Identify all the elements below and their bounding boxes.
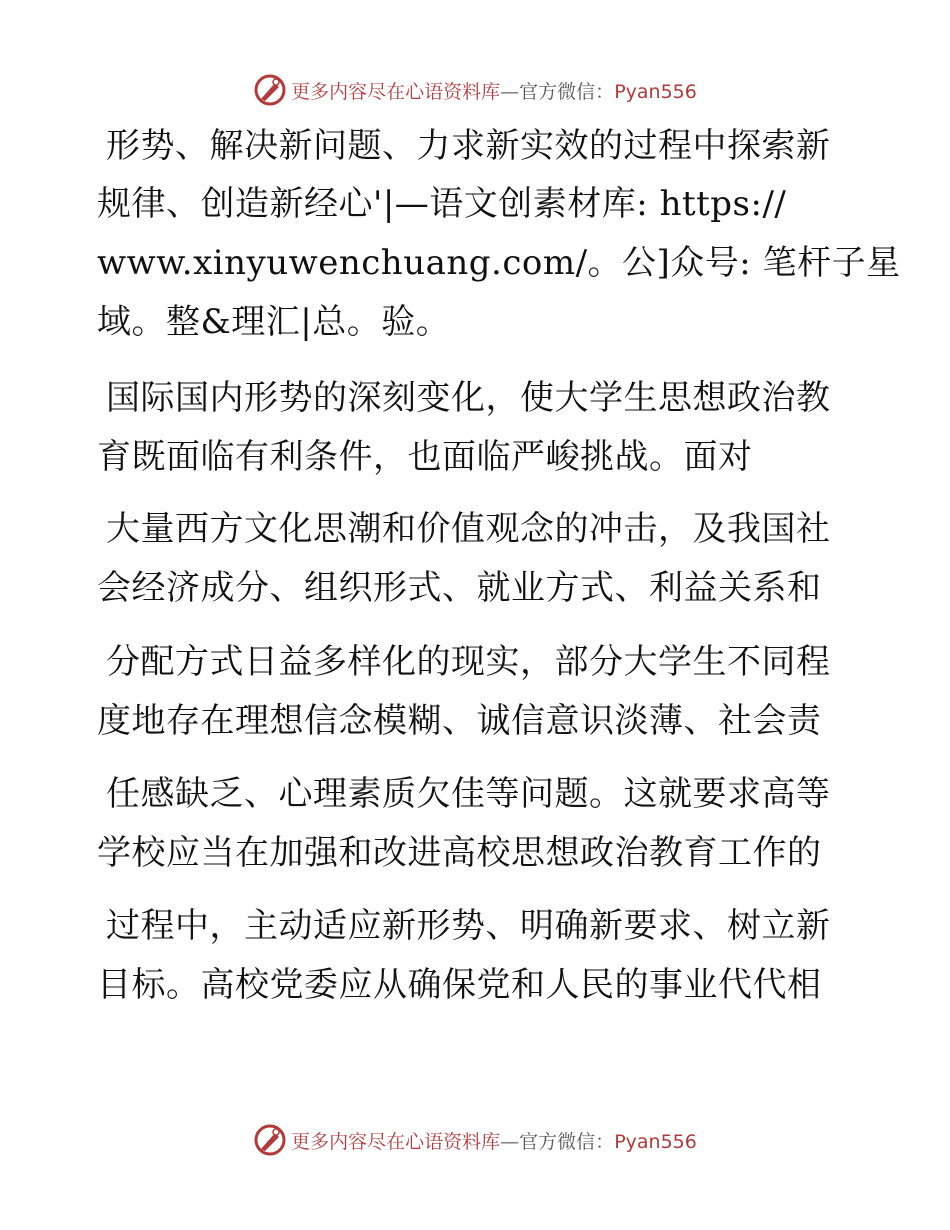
body-line: 域。整&理汇|总。验。: [97, 302, 451, 342]
body-line: 形势、解决新问题、力求新实效的过程中探索新: [106, 126, 831, 166]
body-line: 度地存在理想信念模糊、诚信意识淡薄、社会责: [97, 701, 822, 741]
watermark-dash: —: [500, 80, 520, 103]
pen-logo-icon: [253, 73, 287, 107]
watermark-text: [291, 1127, 697, 1154]
body-line: 会经济成分、组织形式、就业方式、利益关系和: [97, 568, 822, 608]
watermark-text: [291, 77, 697, 104]
body-line: 分配方式日益多样化的现实，部分大学生不同程: [106, 642, 831, 682]
watermark-footer: [0, 1120, 950, 1160]
watermark-label: 官方微信：: [519, 1130, 615, 1153]
body-line: 任感缺乏、心理素质欠佳等问题。这就要求高等: [106, 774, 831, 814]
body-line: 国际国内形势的深刻变化，使大学生思想政治教: [106, 378, 831, 418]
body-line: 大量西方文化思潮和价值观念的冲击，及我国社: [106, 509, 831, 549]
watermark-header: [0, 70, 950, 110]
watermark-main: 更多内容尽在心语资料库: [291, 80, 501, 103]
watermark-id: Pyan556: [614, 1130, 697, 1153]
watermark-label: 官方微信：: [519, 80, 615, 103]
pen-logo-icon: [253, 1123, 287, 1157]
watermark-dash: —: [500, 1130, 520, 1153]
body-line: 过程中，主动适应新形势、明确新要求、树立新: [106, 906, 831, 946]
watermark-id: Pyan556: [614, 80, 697, 103]
watermark-main: 更多内容尽在心语资料库: [291, 1130, 501, 1153]
body-line: 育既面临有利条件，也面临严峻挑战。面对: [97, 437, 753, 477]
body-line: www.xinyuwenchuang.com/。公]众号: 笔杆子星: [97, 243, 901, 283]
body-line: 学校应当在加强和改进高校思想政治教育工作的: [97, 833, 822, 873]
body-line: 规律、创造新经心'|—语文创素材库: https://: [97, 184, 787, 224]
body-line: 目标。高校党委应从确保党和人民的事业代代相: [97, 965, 822, 1005]
